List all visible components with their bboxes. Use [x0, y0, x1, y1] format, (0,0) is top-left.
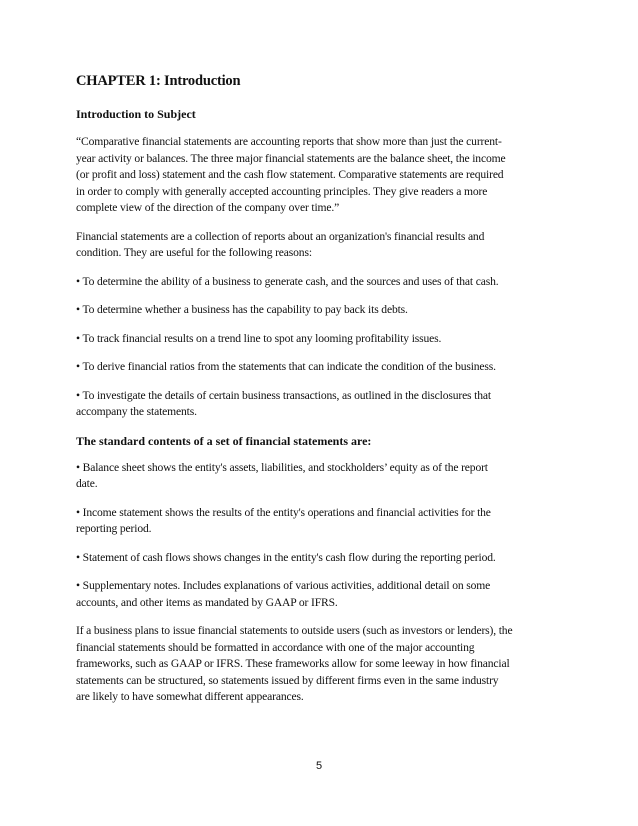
paragraph-line: statements can be structured, so statements issued by different firms even in the same industry	[76, 673, 499, 687]
paragraph-line: frameworks, such as GAAP or IFRS. These frameworks allow for some leeway in how financial	[76, 657, 510, 670]
paragraph-line: (or profit and loss) statement and the cash flow statement. Comparative statements are required	[76, 168, 504, 181]
standard-contents-heading: The standard contents of a set of financial statements are:	[76, 433, 372, 448]
paragraph-line: reporting period.	[76, 522, 152, 535]
paragraph-line: If a business plans to issue financial statements to outside users (such as investors or lenders), the	[76, 624, 513, 637]
subject-heading: Introduction to Subject	[76, 107, 196, 121]
paragraph-line: are likely to have somewhat different appearances.	[76, 690, 304, 703]
paragraph-line: • To track financial results on a trend line to spot any looming profitability issues.	[76, 331, 442, 345]
paragraph-line: • Supplementary notes. Includes explanations of various activities, additional detail on some	[76, 579, 491, 592]
standard-contents-item	[76, 460, 566, 493]
paragraph-line: “Comparative financial statements are accounting reports that show more than just the current-	[76, 135, 502, 148]
standard-contents-item	[76, 550, 566, 567]
chapter-title: CHAPTER 1: Introduction	[76, 73, 241, 89]
closing-paragraph	[76, 623, 566, 706]
standard-contents-item	[76, 505, 566, 538]
paragraph-line: • Statement of cash flows shows changes in the entity's cash flow during the reporting period.	[76, 550, 496, 564]
paragraph-line: date.	[76, 477, 98, 490]
paragraph-line: Financial statements are a collection of reports about an organization's financial results and	[76, 229, 485, 243]
paragraph-line: in order to comply with generally accepted accounting principles. They give readers a more	[76, 184, 488, 198]
paragraph-line: accompany the statements.	[76, 405, 197, 418]
financial-statements-paragraph	[76, 229, 566, 262]
page-number: 5	[315, 760, 323, 772]
paragraph-line: • Income statement shows the results of the entity's operations and financial activities for the	[76, 505, 491, 519]
reason-item	[76, 302, 566, 319]
paragraph-line: condition. They are useful for the following reasons:	[76, 246, 312, 259]
paragraph-line: year activity or balances. The three major financial statements are the balance sheet, the income	[76, 151, 506, 165]
reason-item	[76, 388, 566, 421]
paragraph-line: • To determine whether a business has the capability to pay back its debts.	[76, 303, 408, 316]
paragraph-line: • To determine the ability of a business to generate cash, and the sources and uses of that cash.	[76, 274, 499, 288]
paragraph-line: • Balance sheet shows the entity's assets, liabilities, and stockholders’ equity as of the report	[76, 460, 488, 474]
paragraph-line: • To derive financial ratios from the statements that can indicate the condition of the business.	[76, 360, 496, 373]
reason-item	[76, 331, 566, 348]
document-page	[76, 72, 566, 718]
standard-contents-item	[76, 578, 566, 611]
reason-item	[76, 359, 566, 376]
paragraph-line: • To investigate the details of certain business transactions, as outlined in the disclosures that	[76, 388, 491, 402]
paragraph-line: complete view of the direction of the company over time.”	[76, 201, 340, 214]
paragraph-line: financial statements should be formatted in accordance with one of the major accounting	[76, 640, 475, 654]
intro-quote-paragraph	[76, 134, 566, 217]
reason-item	[76, 274, 566, 291]
paragraph-line: accounts, and other items as mandated by GAAP or IFRS.	[76, 595, 338, 609]
